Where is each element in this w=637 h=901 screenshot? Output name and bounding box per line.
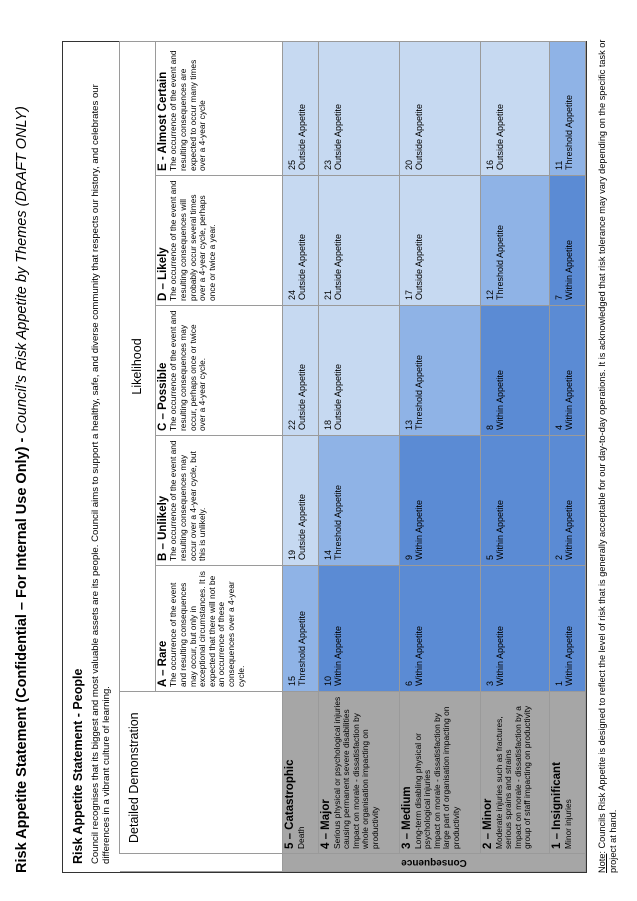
risk-score: 4	[554, 424, 565, 430]
appetite-label: Within Appetite	[332, 625, 343, 686]
risk-score: 5	[484, 554, 495, 560]
risk-score: 6	[403, 680, 414, 686]
footnote	[597, 13, 619, 873]
detailed-demonstration-header: Detailed Demonstration	[120, 692, 283, 854]
consequence-row	[283, 41, 319, 871]
consequence-desc: Serious physical or psychological injuries causing permanent severe disabilities Impact on morale - dissatisfaction by whole organisation impacting on productivity	[331, 696, 380, 849]
consequence-row-header	[318, 692, 399, 854]
risk-cell	[399, 176, 480, 306]
consequence-title: 2 – Minor	[481, 798, 494, 849]
note-label: Note	[597, 853, 607, 873]
consequence-row	[550, 41, 586, 871]
consequence-row-header	[480, 692, 549, 854]
risk-cell	[318, 436, 399, 566]
appetite-label: Outside Appetite	[332, 363, 343, 430]
risk-score: 14	[322, 549, 333, 560]
appetite-label: Outside Appetite	[494, 103, 505, 170]
likelihood-title: A – Rare	[156, 640, 169, 687]
consequence-desc: Death	[295, 826, 306, 849]
risk-score: 8	[484, 424, 495, 430]
consequence-desc: Moderate injuries such as fractures, serious sprains and strains Impact on morale - dissatisfaction by a group of staff impacting on productivity	[493, 705, 533, 849]
appetite-label: Threshold Appetite	[564, 94, 575, 170]
appetite-label: Within Appetite	[413, 499, 424, 560]
risk-cell	[480, 306, 549, 436]
risk-cell	[480, 566, 549, 692]
risk-score: 9	[403, 554, 414, 560]
risk-cell	[550, 436, 586, 566]
likelihood-title: D – Likely	[156, 247, 169, 301]
likelihood-column-4	[155, 41, 282, 175]
risk-score: 22	[287, 419, 298, 430]
likelihood-column-1	[155, 436, 282, 566]
appetite-label: Within Appetite	[564, 499, 575, 560]
consequence-title: 1 – Insignificant	[551, 762, 564, 849]
risk-cell	[480, 176, 549, 306]
consequence-label: Consequence	[401, 857, 467, 869]
risk-cell	[550, 41, 586, 175]
consequence-title: 5 – Catastrophic	[284, 759, 297, 849]
appetite-label: Outside Appetite	[297, 363, 308, 430]
risk-cell	[550, 306, 586, 436]
appetite-label: Outside Appetite	[413, 103, 424, 170]
likelihood-desc: The occurrence of the event and resulting consequences may occur, but only in exceptional circumstances. It is expected that there will not be an occurrence of these consequences over a 4-year cycle.	[168, 571, 246, 687]
risk-cell	[318, 176, 399, 306]
appetite-label: Threshold Appetite	[332, 484, 343, 560]
risk-score: 21	[322, 289, 333, 300]
risk-cell	[399, 41, 480, 175]
risk-score: 17	[403, 289, 414, 300]
risk-cell	[283, 176, 319, 306]
matrix-body	[283, 41, 586, 871]
note-text: : Councils Risk Appetite is designed to reflect the level of risk that is generally acceptable for our day-to-day operations. It is acknowledged that risk tolerance may vary depending on the specific task or project at hand.	[597, 39, 618, 873]
likelihood-title: E - Almost Certain	[156, 71, 169, 171]
intro-text: Council recognises that its biggest and most valuable assets are its people. Council aims to support a healthy, safe, and diverse community that respects our history, and celebrates our differences in a vibrant culture of learning.	[90, 84, 112, 864]
appetite-label: Within Appetite	[564, 625, 575, 686]
risk-cell	[550, 566, 586, 692]
risk-score: 2	[554, 554, 565, 560]
appetite-label: Outside Appetite	[332, 103, 343, 170]
risk-score: 10	[322, 675, 333, 686]
consequence-row-header	[399, 692, 480, 854]
consequence-desc: Long-term disabling physical or psychological injuries Impact on morale - dissatisfaction by large part of organisation impacting on productivity	[412, 706, 461, 849]
risk-matrix	[119, 41, 586, 872]
likelihood-column-0	[155, 566, 282, 692]
risk-cell	[399, 436, 480, 566]
risk-score: 13	[403, 419, 414, 430]
consequence-row-header	[550, 692, 586, 854]
section-heading: Risk Appetite Statement - People	[71, 668, 85, 864]
risk-cell	[283, 41, 319, 175]
corner-blank	[120, 854, 283, 872]
appetite-label: Outside Appetite	[413, 233, 424, 300]
risk-cell	[550, 176, 586, 306]
appetite-label: Threshold Appetite	[413, 354, 424, 430]
consequence-title: 3 – Medium	[400, 786, 413, 849]
risk-score: 23	[322, 159, 333, 170]
likelihood-desc: The occurrence of the event and resulting consequences may occur over a 4-year cycle, but this is unlikely.	[168, 440, 208, 561]
likelihood-title: C – Possible	[156, 362, 169, 431]
consequence-row	[318, 41, 399, 871]
consequence-gutter	[283, 854, 586, 872]
risk-cell	[283, 306, 319, 436]
risk-score: 20	[403, 159, 414, 170]
title-main: Risk Appetite Statement (Confidential – For Internal Use Only) -	[14, 433, 30, 873]
risk-score: 15	[287, 675, 298, 686]
appetite-label: Within Appetite	[494, 499, 505, 560]
appetite-label: Within Appetite	[564, 239, 575, 300]
appetite-label: Within Appetite	[494, 369, 505, 430]
risk-cell	[399, 566, 480, 692]
risk-cell	[480, 436, 549, 566]
risk-cell	[318, 566, 399, 692]
likelihood-title: B – Unlikely	[156, 495, 169, 561]
title-italic: Council’s Risk Appetite by Themes (DRAFT ONLY)	[14, 106, 30, 434]
consequence-row	[399, 41, 480, 871]
risk-score: 25	[287, 159, 298, 170]
risk-cell	[480, 41, 549, 175]
risk-score: 16	[484, 159, 495, 170]
consequence-title: 4 – Major	[319, 799, 332, 849]
likelihood-desc: The occurrence of the event and resulting consequences will probably occur several times over a 4-year cycle, perhaps once or twice a year.	[168, 180, 217, 301]
likelihood-header: Likelihood	[120, 41, 156, 691]
appetite-label: Within Appetite	[564, 369, 575, 430]
risk-cell	[283, 566, 319, 692]
appetite-label: Outside Appetite	[332, 233, 343, 300]
risk-cell	[399, 306, 480, 436]
risk-score: 12	[484, 289, 495, 300]
likelihood-column-2	[155, 306, 282, 436]
likelihood-desc: The occurrence of the event and resulting consequences may occur, perhaps once or twice over a 4-year cycle.	[168, 310, 208, 431]
risk-score: 1	[554, 680, 565, 686]
appetite-label: Outside Appetite	[297, 103, 308, 170]
consequence-row	[480, 41, 549, 871]
risk-score: 3	[484, 680, 495, 686]
appetite-label: Outside Appetite	[297, 233, 308, 300]
risk-appetite-panel	[62, 41, 587, 873]
appetite-label: Threshold Appetite	[297, 610, 308, 686]
appetite-label: Outside Appetite	[297, 493, 308, 560]
appetite-label: Within Appetite	[494, 625, 505, 686]
risk-cell	[318, 41, 399, 175]
risk-score: 19	[287, 549, 298, 560]
risk-score: 24	[287, 289, 298, 300]
consequence-row-header	[283, 692, 319, 854]
page-title	[14, 23, 30, 873]
risk-cell	[318, 306, 399, 436]
appetite-label: Within Appetite	[413, 625, 424, 686]
consequence-desc: Minor injuries	[562, 799, 573, 849]
risk-score: 7	[554, 294, 565, 300]
risk-score: 18	[322, 419, 333, 430]
likelihood-desc: The occurrence of the event and resulting consequences are expected to occur many times over a 4-year cycle	[168, 50, 208, 171]
risk-cell	[283, 436, 319, 566]
risk-score: 11	[554, 160, 565, 170]
likelihood-column-3	[155, 176, 282, 306]
appetite-label: Threshold Appetite	[494, 224, 505, 300]
